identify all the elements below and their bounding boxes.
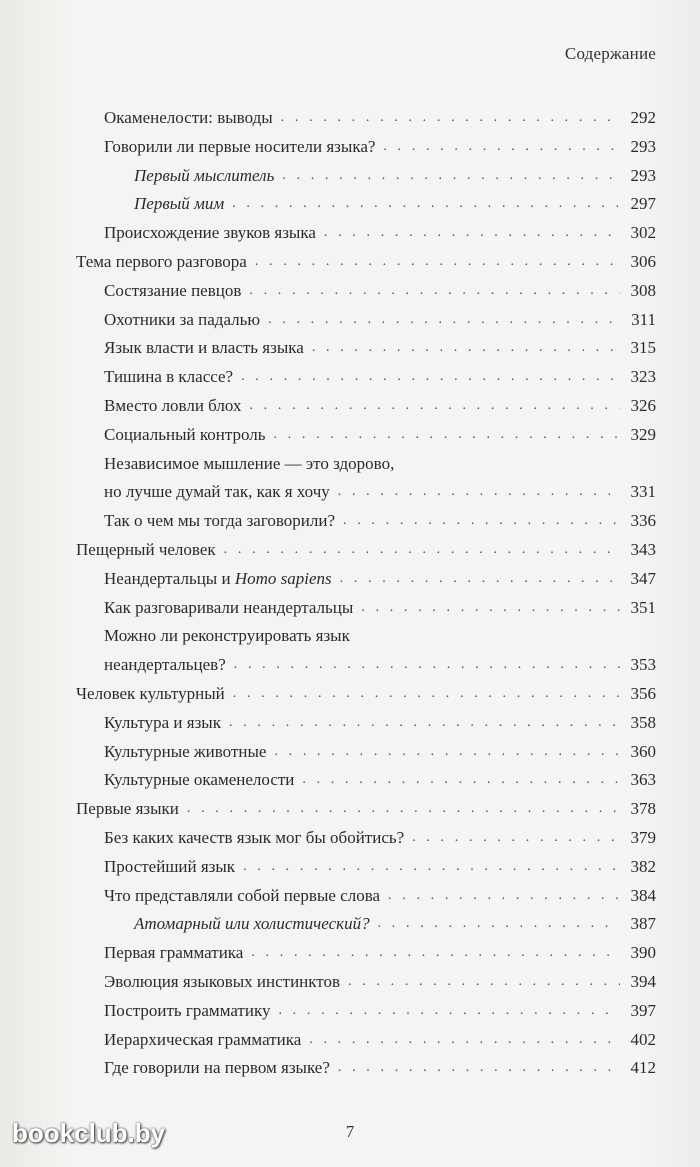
- leader-dots: [281, 104, 620, 133]
- table-of-contents: [76, 104, 656, 1083]
- toc-entry: [76, 939, 656, 968]
- toc-entry-title-text: Вместо ловли блох: [104, 395, 242, 415]
- toc-entry-page: 343: [630, 539, 656, 559]
- leader-dots: [338, 1054, 620, 1083]
- toc-entry: [76, 680, 656, 709]
- toc-entry-title: [104, 392, 241, 421]
- leader-dots: [251, 939, 620, 968]
- toc-entry-page: 297: [630, 194, 656, 214]
- leader-dots: [241, 363, 620, 392]
- toc-entry-page: 308: [630, 280, 656, 300]
- watermark: bookclub.by: [12, 1118, 166, 1148]
- toc-entry: [76, 738, 656, 767]
- toc-entry: [76, 882, 656, 911]
- toc-entry-title-text: Культура и язык: [104, 712, 221, 732]
- toc-entry-page: 331: [630, 482, 656, 502]
- toc-entry-page: 302: [630, 223, 656, 243]
- toc-entry-title: [76, 536, 216, 565]
- toc-entry-title: Можно ли реконструировать язык: [104, 626, 350, 646]
- toc-entry-title-text: Атомарный или холистический?: [134, 914, 370, 934]
- toc-entry-title: [104, 363, 233, 392]
- toc-entry-title: [104, 565, 332, 594]
- toc-entry: [76, 709, 656, 738]
- toc-entry-page: 306: [630, 251, 656, 271]
- toc-entry-title-line2: неандертальцев?: [104, 655, 226, 675]
- toc-entry: [76, 306, 656, 335]
- leader-dots: [249, 392, 620, 421]
- leader-dots: [340, 565, 620, 594]
- toc-entry-title-text: Неандертальцы и: [104, 568, 235, 588]
- toc-entry-page: 315: [630, 338, 656, 358]
- toc-entry: [76, 766, 656, 795]
- leader-dots: [343, 507, 620, 536]
- toc-entry-title-text: Язык власти и власть языка: [104, 338, 304, 358]
- toc-entry-page: 390: [630, 943, 656, 963]
- toc-entry-title: [104, 334, 304, 363]
- toc-entry: [76, 421, 656, 450]
- toc-entry-page: 378: [630, 799, 656, 819]
- toc-entry-title: [104, 277, 241, 306]
- toc-entry-title-italic: Homo sapiens: [234, 568, 332, 588]
- toc-entry-title: [104, 824, 404, 853]
- toc-entry-title: [104, 104, 273, 133]
- leader-dots: [309, 1026, 620, 1055]
- toc-entry-page: 363: [630, 770, 656, 790]
- toc-entry-title-text: Охотники за падалью: [104, 309, 261, 329]
- leader-dots: [274, 738, 620, 767]
- leader-dots: [243, 853, 620, 882]
- toc-entry: [76, 910, 656, 939]
- toc-entry-title-text: Происхождение звуков языка: [104, 223, 316, 243]
- toc-entry-title: [104, 882, 380, 911]
- toc-entry: [76, 392, 656, 421]
- toc-entry: [76, 795, 656, 824]
- toc-entry: [76, 1026, 656, 1055]
- toc-entry-title-text: Иерархическая грамматика: [104, 1029, 302, 1049]
- leader-dots: [361, 594, 620, 623]
- toc-entry-title: [104, 133, 375, 162]
- toc-entry: [76, 104, 656, 133]
- toc-entry-page: 351: [630, 597, 656, 617]
- toc-entry: [76, 853, 656, 882]
- leader-dots: [229, 709, 620, 738]
- toc-entry: [76, 507, 656, 536]
- toc-entry: [76, 824, 656, 853]
- page-number: 7: [345, 1122, 355, 1141]
- toc-entry-page: 336: [630, 511, 656, 531]
- toc-entry-title: [76, 795, 179, 824]
- toc-entry-page: 412: [630, 1058, 656, 1078]
- toc-entry-page: 382: [630, 856, 656, 876]
- toc-entry: [76, 190, 656, 219]
- leader-dots: [187, 795, 620, 824]
- leader-dots: [233, 680, 620, 709]
- toc-entry-page: 329: [630, 424, 656, 444]
- toc-entry-page: 353: [630, 655, 656, 675]
- toc-entry-title-text: Первый мыслитель: [134, 165, 275, 185]
- leader-dots: [278, 997, 620, 1026]
- toc-entry-title: [104, 738, 266, 767]
- toc-entry: [76, 162, 656, 191]
- leader-dots: [412, 824, 620, 853]
- toc-entry-title: [104, 421, 265, 450]
- leader-dots: [324, 219, 620, 248]
- leader-dots: [268, 306, 620, 335]
- leader-dots: [338, 478, 620, 507]
- toc-entry-title: [104, 1026, 301, 1055]
- toc-entry-page: 358: [630, 712, 656, 732]
- toc-entry-title-text: Состязание певцов: [104, 280, 242, 300]
- toc-entry-page: 394: [630, 971, 656, 991]
- toc-entry: [76, 565, 656, 594]
- toc-entry-title: [104, 306, 260, 335]
- toc-entry: [76, 968, 656, 997]
- toc-entry-title-text: Что представляли собой первые слова: [104, 885, 381, 905]
- toc-entry-title-text: Простейший язык: [104, 856, 236, 876]
- toc-entry-title-text: Культурные животные: [104, 741, 267, 761]
- toc-entry-title: [76, 680, 225, 709]
- toc-entry-title: [104, 968, 340, 997]
- toc-entry-page: 397: [630, 1000, 656, 1020]
- toc-entry: [76, 363, 656, 392]
- toc-entry-title: [134, 162, 274, 191]
- toc-entry-page: 323: [630, 367, 656, 387]
- toc-entry-title: [104, 709, 221, 738]
- toc-entry-title-text: Эволюция языковых инстинктов: [104, 971, 341, 991]
- toc-entry-page: 293: [630, 165, 656, 185]
- toc-entry-title-text: Культурные окаменелости: [104, 770, 295, 790]
- toc-entry-title: [104, 939, 243, 968]
- toc-entry-title-text: Человек культурный: [76, 683, 225, 703]
- toc-entry-title-text: Без каких качеств язык мог бы обойтись?: [104, 827, 405, 847]
- toc-entry-title: [104, 1054, 330, 1083]
- toc-entry: [76, 334, 656, 363]
- toc-entry-page: 356: [630, 683, 656, 703]
- toc-entry-title: [76, 248, 247, 277]
- toc-entry: [76, 133, 656, 162]
- leader-dots: [348, 968, 620, 997]
- leader-dots: [232, 190, 620, 219]
- toc-entry-page: 326: [630, 395, 656, 415]
- toc-entry: [76, 622, 656, 680]
- toc-entry: [76, 219, 656, 248]
- leader-dots: [378, 910, 620, 939]
- toc-entry: [76, 997, 656, 1026]
- toc-entry-page: 402: [630, 1029, 656, 1049]
- toc-entry-title: [104, 853, 235, 882]
- leader-dots: [388, 882, 620, 911]
- leader-dots: [302, 766, 620, 795]
- toc-entry-page: 347: [630, 568, 656, 588]
- leader-dots: [224, 536, 620, 565]
- leader-dots: [312, 334, 620, 363]
- toc-entry-title-text: Так о чем мы тогда заговорили?: [104, 511, 336, 531]
- toc-entry-title: [104, 594, 353, 623]
- toc-entry-page: 379: [630, 827, 656, 847]
- toc-entry-title-text: Первые языки: [76, 799, 179, 819]
- toc-entry-title-text: Окаменелости: выводы: [104, 108, 273, 127]
- toc-entry-title-text: Социальный контроль: [104, 424, 266, 444]
- toc-entry-title: [104, 219, 316, 248]
- toc-entry-page: 387: [630, 914, 656, 934]
- toc-entry-page: 311: [631, 309, 656, 329]
- toc-entry: [76, 248, 656, 277]
- toc-entry: [76, 1054, 656, 1083]
- toc-entry-title: [134, 910, 370, 939]
- leader-dots: [255, 248, 620, 277]
- toc-entry-title-text: Как разговаривали неандертальцы: [104, 597, 354, 617]
- toc-entry: [76, 450, 656, 508]
- toc-entry-title-text: Тема первого разговора: [76, 251, 247, 271]
- toc-entry: [76, 594, 656, 623]
- toc-entry-title-text: Тишина в классе?: [104, 367, 234, 387]
- toc-entry-title-text: Первый мим: [134, 194, 225, 214]
- toc-entry-page: 293: [630, 136, 656, 156]
- toc-entry-title-text: Пещерный человек: [76, 539, 216, 559]
- toc-entry-page: 360: [630, 741, 656, 761]
- toc-entry-title-text: Где говорили на первом языке?: [104, 1058, 330, 1078]
- toc-entry-title-text: Первая грамматика: [104, 943, 244, 963]
- toc-entry-title: Независимое мышление — это здорово,: [104, 453, 395, 473]
- toc-entry-title: [104, 997, 270, 1026]
- leader-dots: [249, 277, 620, 306]
- toc-entry: [76, 277, 656, 306]
- toc-entry-title-text: Говорили ли первые носители языка?: [104, 136, 376, 156]
- leader-dots: [282, 162, 620, 191]
- leader-dots: [234, 651, 620, 680]
- toc-entry-page: 384: [630, 885, 656, 905]
- leader-dots: [383, 133, 620, 162]
- toc-entry-title: [134, 190, 224, 219]
- toc-entry-title: [104, 766, 294, 795]
- toc-entry: [76, 536, 656, 565]
- toc-entry-page: 292: [630, 108, 656, 127]
- toc-entry-title-line2: но лучше думай так, как я хочу: [104, 482, 330, 502]
- leader-dots: [273, 421, 620, 450]
- toc-entry-title-text: Построить грамматику: [104, 1000, 271, 1020]
- toc-entry-title: [104, 507, 335, 536]
- running-head: Содержание: [564, 44, 656, 63]
